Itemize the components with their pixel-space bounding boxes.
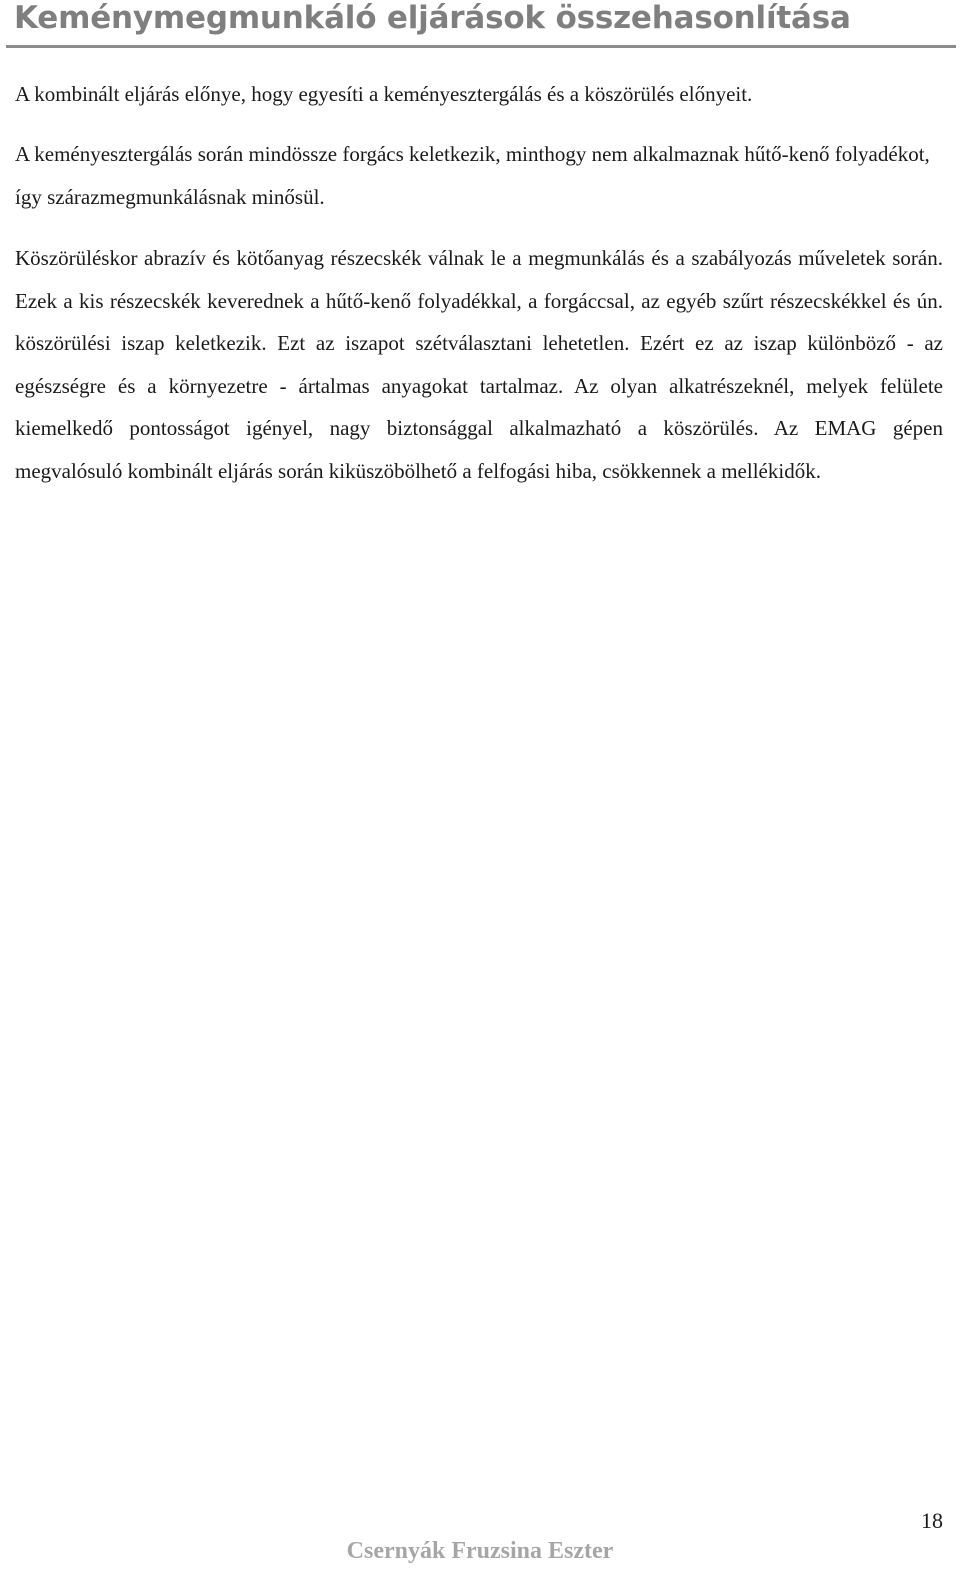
header-divider <box>6 45 956 48</box>
paragraph-combined-advantage: A kombinált eljárás előnye, hogy egyesíti a keményesztergálás és a köszörülés előnyeit. <box>15 82 753 106</box>
page-header-title: Keménymegmunkáló eljárások összehasonlítása <box>14 0 851 36</box>
footer-author: Csernyák Fruzsina Eszter <box>346 1538 614 1564</box>
paragraph-grinding: Köszörüléskor abrazív és kötőanyag részecskék válnak le a megmunkálás és a szabályozás műveletek során. Ezek a kis részecskék keverednek a hűtő-kenő folyadékkal, a forgáccsal, az egyéb szűrt részecskékkel és ún. köszörülési iszap keletkezik. Ezt az iszapot szétválasztani lehetetlen. Ezért ez az iszap különböző - az egészségre és a környezetre - ártalmas anyagokat tartalmaz. Az olyan alkatrészeknél, melyek felülete kiemelkedő pontosságot igényel, nagy biztonsággal alkalmazható a köszörülés. Az EMAG gépen megvalósuló kombinált eljárás során kiküszöbölhető a felfogási hiba, csökkennek a mellékidők. <box>15 246 943 483</box>
page-number: 18 <box>921 1508 943 1533</box>
paragraph-hard-turning: A keményesztergálás során mindössze forgács keletkezik, minthogy nem alkalmaznak hűtő-kenő folyadékot, így szárazmegmunkálásnak minősül. <box>15 142 930 209</box>
